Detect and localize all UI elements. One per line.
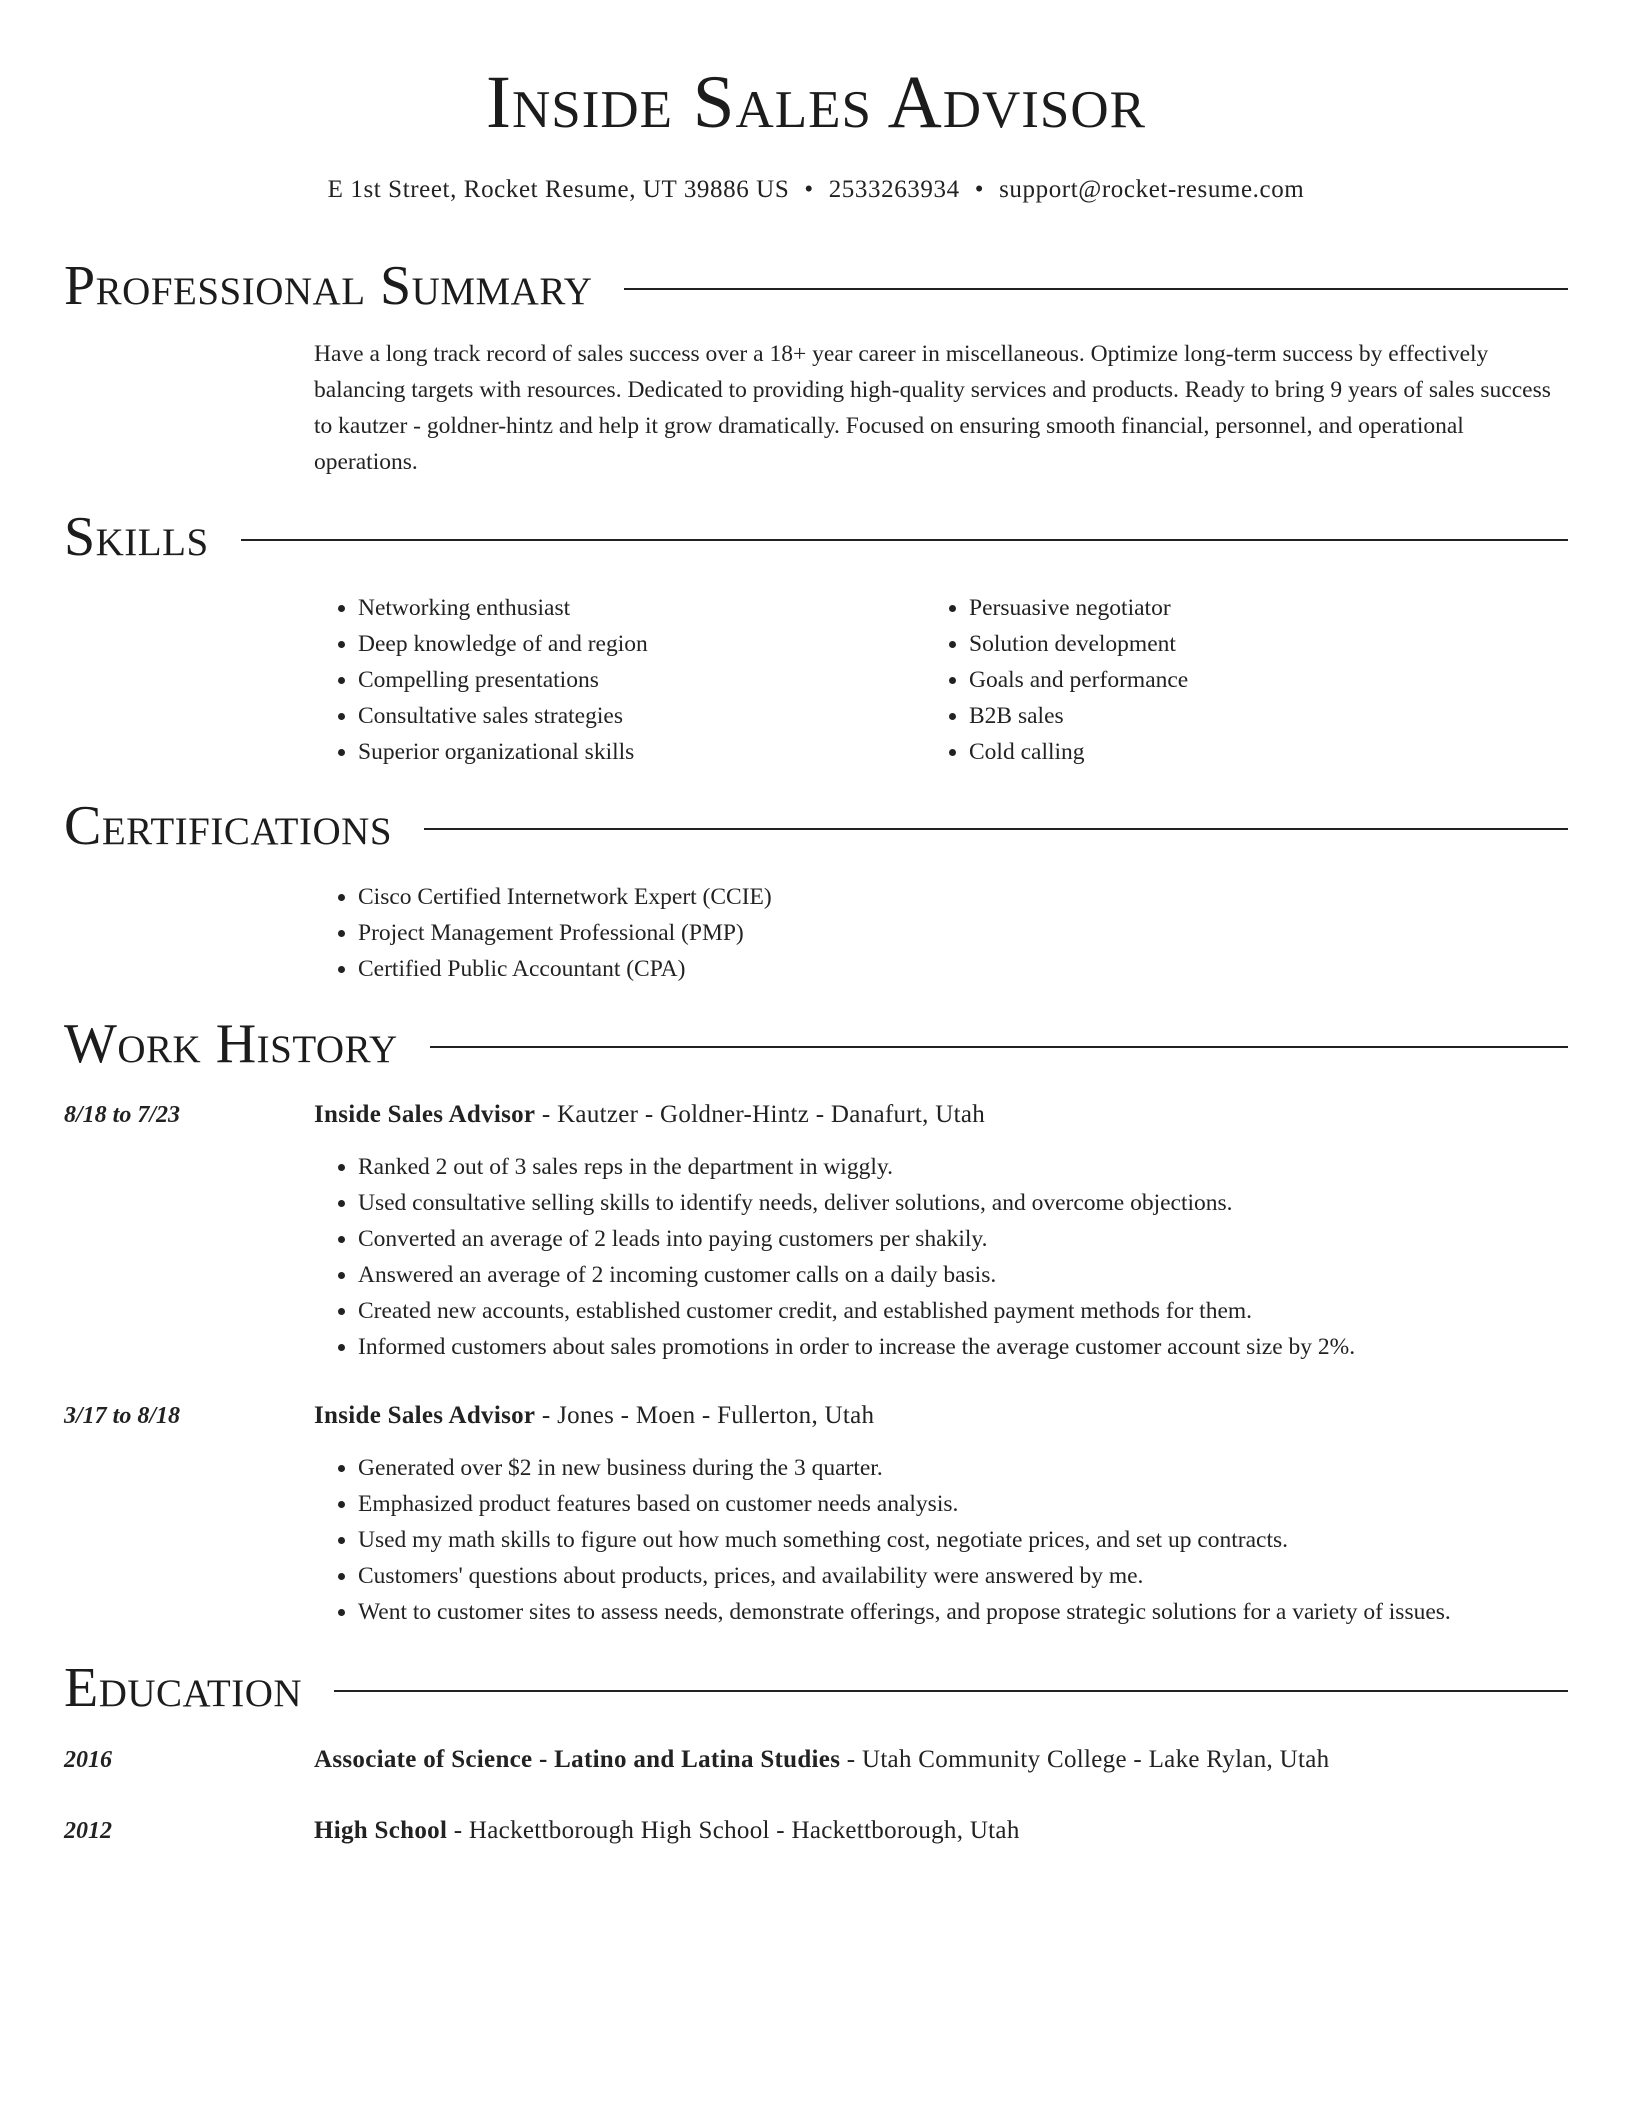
certification-item: • Certified Public Accountant (CPA) [358, 951, 1414, 987]
education-section-header [64, 1652, 1568, 1724]
job-bullet: • Used consultative selling skills to identify needs, deliver solutions, and overcome objections. [358, 1185, 1574, 1221]
resume-name: Inside Sales Advisor [485, 61, 1147, 144]
skill-item: • Consultative sales strategies [358, 698, 874, 734]
section-divider [424, 828, 1568, 830]
summary-section-title: Professional Summary [64, 255, 593, 317]
job-bullet: • Went to customer sites to assess needs, demonstrate offerings, and propose strategic solutions for a variety of issues. [358, 1594, 1574, 1630]
skills-column-right [925, 590, 1485, 770]
contact-separator: • [974, 176, 985, 203]
section-divider [430, 1046, 1568, 1048]
job-bullet: • Customers' questions about products, prices, and availability were answered by me. [358, 1558, 1574, 1594]
work-section-header [64, 1008, 1568, 1080]
education-degree: High School [314, 1817, 448, 1844]
skill-item: • B2B sales [969, 698, 1485, 734]
job-details: - Jones - Moen - Fullerton, Utah [535, 1402, 875, 1429]
contact-line [0, 172, 1632, 208]
summary-section-header [64, 250, 1568, 322]
job-bullets [314, 1149, 1574, 1365]
section-divider [624, 288, 1568, 290]
education-degree: Associate of Science - Latino and Latina Studies [314, 1746, 841, 1773]
job-dates: 3/17 to 8/18 [64, 1403, 181, 1429]
job-bullet: • Emphasized product features based on customer needs analysis. [358, 1486, 1574, 1522]
contact-email: support@rocket-resume.com [999, 176, 1305, 203]
skill-item: • Goals and performance [969, 662, 1485, 698]
certification-item: • Cisco Certified Internetwork Expert (CCIE) [358, 879, 1414, 915]
section-divider [241, 539, 1568, 541]
education-details: - Utah Community College - Lake Rylan, Utah [840, 1746, 1330, 1773]
skills-section-header [64, 501, 1568, 573]
certification-item: • Project Management Professional (PMP) [358, 915, 1414, 951]
job-bullet: • Used my math skills to figure out how much something cost, negotiate prices, and set up contracts. [358, 1522, 1574, 1558]
summary-text: Have a long track record of sales success over a 18+ year career in miscellaneous. Optimize long-term success by effectively balancing targets with resources. Dedicated to providing high-quality services and products. Ready to bring 9 years of sales success to kautzer - goldner-hintz and help it grow dramatically. Focused on ensuring smooth financial, personnel, and operational operations. [314, 341, 1551, 475]
job-heading [314, 1097, 985, 1133]
section-divider [334, 1690, 1568, 1692]
job-dates: 8/18 to 7/23 [64, 1102, 181, 1128]
education-entry [314, 1813, 1020, 1849]
job-title: Inside Sales Advisor [314, 1101, 536, 1128]
skills-section-title: Skills [64, 506, 209, 568]
job-bullet: • Created new accounts, established customer credit, and established payment methods for them. [358, 1293, 1574, 1329]
job-bullets [314, 1450, 1574, 1630]
contact-separator: • [804, 176, 814, 203]
job-bullet: • Generated over $2 in new business during the 3 quarter. [358, 1450, 1574, 1486]
contact-phone: 2533263934 [828, 176, 960, 203]
skill-item: • Networking enthusiast [358, 590, 874, 626]
skill-item: • Deep knowledge of and region [358, 626, 874, 662]
certifications-section-header [64, 790, 1568, 862]
skill-item: • Cold calling [969, 734, 1485, 770]
job-bullet: • Converted an average of 2 leads into paying customers per shakily. [358, 1221, 1574, 1257]
skill-item: • Compelling presentations [358, 662, 874, 698]
certifications-section-title: Certifications [64, 795, 393, 857]
education-entry [314, 1742, 1329, 1778]
education-year: 2012 [64, 1818, 112, 1844]
work-section-title: Work History [64, 1013, 398, 1075]
skill-item: • Superior organizational skills [358, 734, 874, 770]
job-title: Inside Sales Advisor [314, 1402, 536, 1429]
education-section-title: Education [64, 1657, 303, 1719]
contact-address: E 1st Street, Rocket Resume, UT 39886 US [327, 176, 790, 203]
skill-item: • Solution development [969, 626, 1485, 662]
skills-column-left [314, 590, 874, 770]
job-bullet: • Answered an average of 2 incoming customer calls on a daily basis. [358, 1257, 1574, 1293]
skill-item: • Persuasive negotiator [969, 590, 1485, 626]
job-bullet: • Informed customers about sales promotions in order to increase the average customer account size by 2%. [358, 1329, 1574, 1365]
education-year: 2016 [64, 1747, 112, 1773]
job-heading [314, 1398, 874, 1434]
certifications-list [314, 879, 1414, 987]
job-details: - Kautzer - Goldner-Hintz - Danafurt, Utah [535, 1101, 986, 1128]
education-details: - Hackettborough High School - Hackettborough, Utah [447, 1817, 1020, 1844]
job-bullet: • Ranked 2 out of 3 sales reps in the department in wiggly. [358, 1149, 1574, 1185]
